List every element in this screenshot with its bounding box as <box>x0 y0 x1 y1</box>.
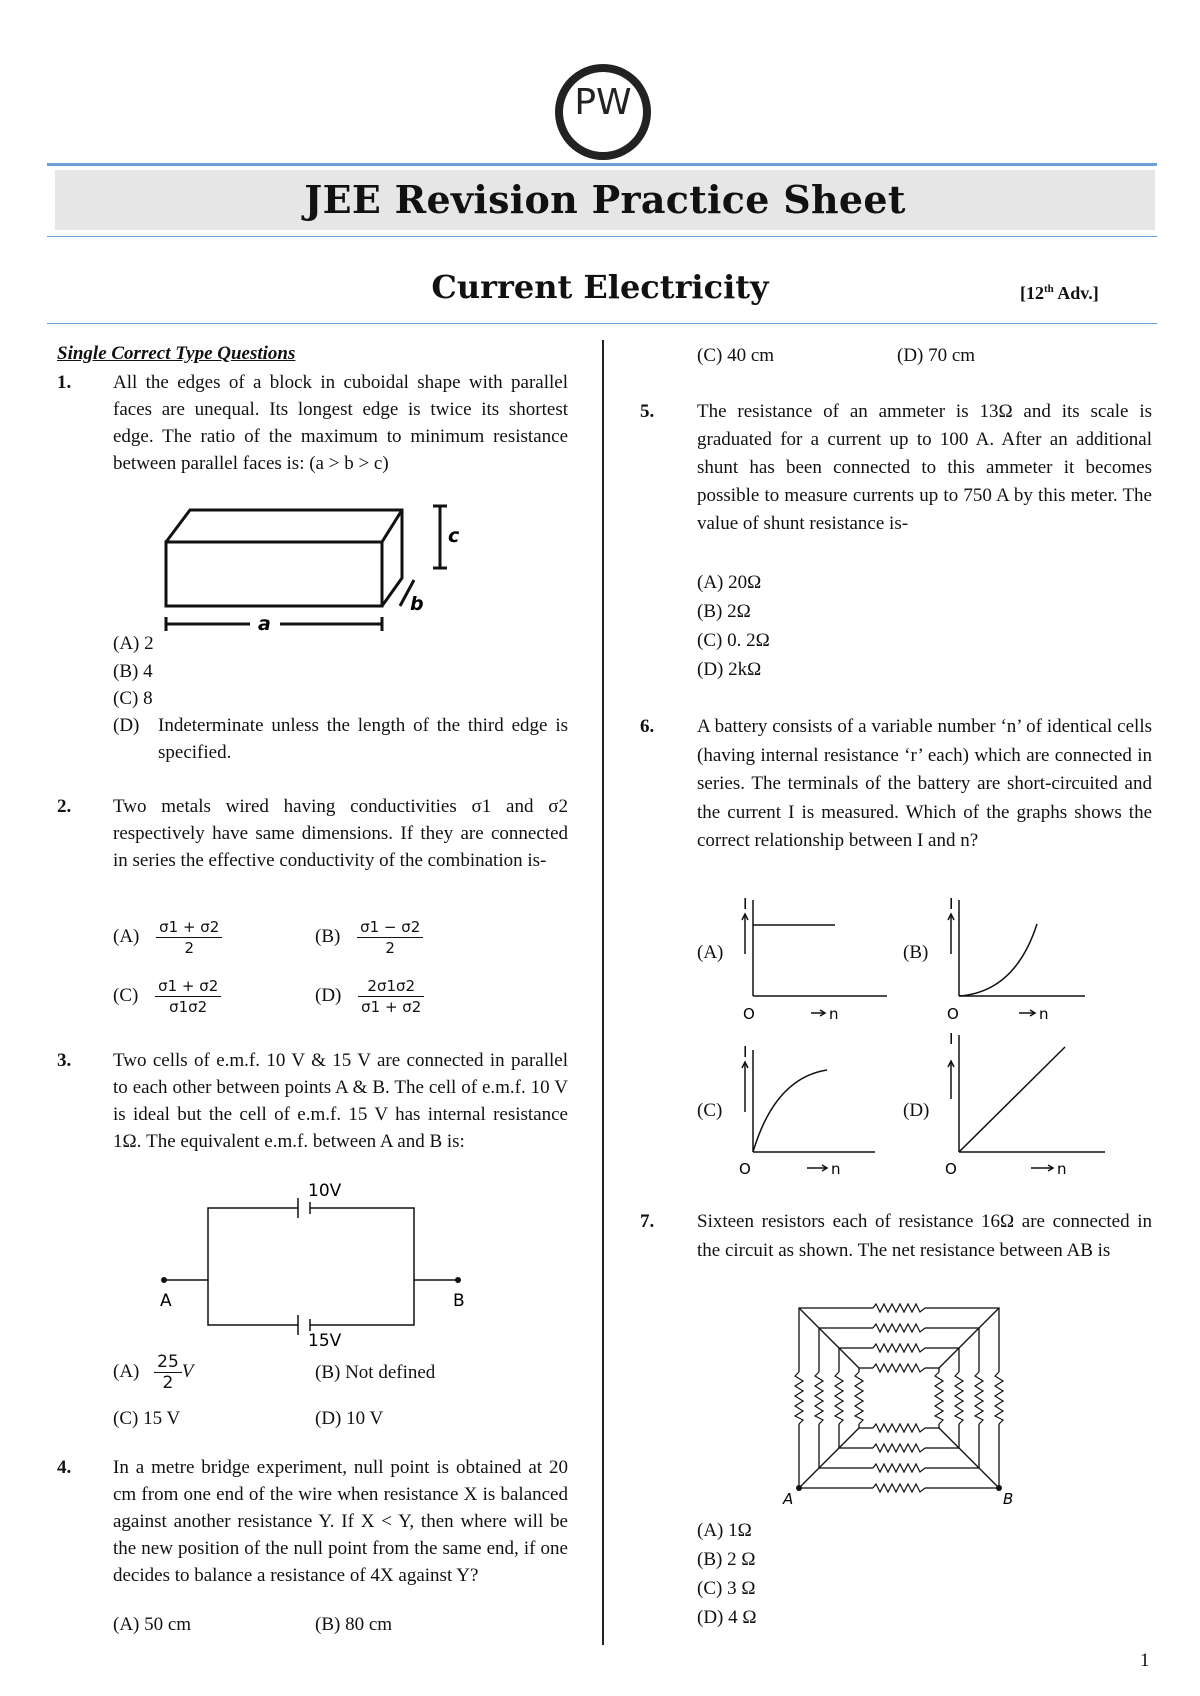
graph-c-origin: O <box>739 1160 751 1175</box>
q6-graph-a <box>735 892 895 1022</box>
graph-b-y-label: I <box>949 895 954 913</box>
q4-option-a[interactable]: (A) 50 cm <box>113 1614 192 1635</box>
q5-option-d[interactable]: (D) 2kΩ <box>697 659 762 680</box>
graph-a-x-label: n <box>829 1005 839 1022</box>
title-rule <box>47 236 1157 237</box>
fig-label-a: a <box>258 613 271 635</box>
q2-option-a-label: (A) <box>113 925 140 947</box>
column-divider <box>602 340 604 1645</box>
q3-text: Two cells of e.m.f. 10 V & 15 V are connected in parallel to each other between points A & B. The cell of e.m.f. 10 V is ideal but the cell of e.m.f. 15 V has internal resistance 1Ω. The equivalent e.m.f. between A and B is: <box>113 1050 568 1152</box>
q1-cuboid-figure <box>150 500 470 635</box>
q2-option-d[interactable] <box>315 976 424 1017</box>
q2-option-b-fraction: $\frac{\sigma 1 - \sigma 2}{2}$ <box>357 917 423 958</box>
point-a-label: A <box>160 1291 172 1311</box>
q7-option-c[interactable]: (C) 3 Ω <box>697 1578 756 1599</box>
logo-text: PW <box>574 82 632 123</box>
q1-option-d[interactable]: Indeterminate unless the length of the third edge is specified. <box>158 715 568 763</box>
q2-option-b-label: (B) <box>315 925 341 947</box>
q5-option-c[interactable]: (C) 0. 2Ω <box>697 630 770 651</box>
q2-option-a-fraction: $\frac{\sigma 1 + \sigma 2}{2}$ <box>156 917 222 958</box>
q6-graph-b <box>945 892 1095 1022</box>
top-rule <box>47 163 1157 166</box>
q7-text: Sixteen resistors each of resistance 16Ω are connected in the circuit as shown. The net resistance between AB is <box>697 1211 1152 1261</box>
q2-number: 2. <box>57 796 72 817</box>
graph-d-y-label: I <box>949 1030 954 1048</box>
q7-number: 7. <box>640 1211 655 1232</box>
cell-top-label: 10V <box>308 1181 342 1201</box>
graph-b-origin: O <box>947 1005 959 1022</box>
q3-option-c[interactable]: (C) 15 V <box>113 1408 181 1429</box>
q2-option-d-fraction: $\frac{2\sigma 1\sigma 2}{\sigma 1 + \sigma 2}$ <box>358 976 424 1017</box>
fig-label-c: c <box>448 525 460 547</box>
q7-point-a: A <box>783 1490 794 1508</box>
q7-option-b[interactable]: (B) 2 Ω <box>697 1549 756 1570</box>
q3-option-a-fraction: $\frac{25}{2}$ <box>154 1352 182 1393</box>
fig-label-b: b <box>410 593 424 615</box>
q3-option-a-label: (A) <box>113 1360 140 1382</box>
q6-option-b[interactable]: (B) <box>903 942 929 963</box>
q5-number: 5. <box>640 401 655 422</box>
q1-option-d-label: (D) <box>113 715 140 736</box>
q2-option-c-fraction: $\frac{\sigma 1 + \sigma 2}{\sigma 1\sigma 2}$ <box>155 976 221 1017</box>
q7-point-b: B <box>1003 1490 1014 1508</box>
q1-option-c[interactable]: (C) 8 <box>113 688 153 709</box>
q3-number: 3. <box>57 1050 72 1071</box>
cell-bottom-label: 15V <box>308 1331 342 1348</box>
q3-option-a[interactable] <box>113 1352 193 1393</box>
q7-resistor-network <box>775 1298 1015 1520</box>
q2-option-c-label: (C) <box>113 984 139 1006</box>
q1-option-b[interactable]: (B) 4 <box>113 661 153 682</box>
graph-d-origin: O <box>945 1160 957 1175</box>
q3-option-b[interactable]: (B) Not defined <box>315 1362 436 1383</box>
grade-label: [12th Adv.] <box>1020 283 1099 303</box>
subject-title: Current Electricity <box>431 268 769 306</box>
graph-b-x-label: n <box>1039 1005 1049 1022</box>
q7-option-a[interactable]: (A) 1Ω <box>697 1520 752 1541</box>
section-title: Single Correct Type Questions <box>57 343 296 364</box>
q2-option-d-label: (D) <box>315 984 342 1006</box>
q2-option-a[interactable] <box>113 917 222 958</box>
graph-d-x-label: n <box>1057 1160 1067 1175</box>
q5-option-b[interactable]: (B) 2Ω <box>697 601 751 622</box>
q6-graph-c <box>735 1040 885 1175</box>
q3-option-a-unit: V <box>181 1360 194 1382</box>
q1-option-a[interactable]: (A) 2 <box>113 633 154 654</box>
graph-c-x-label: n <box>831 1160 841 1175</box>
graph-c-y-label: I <box>743 1043 748 1061</box>
q7-option-d[interactable]: (D) 4 Ω <box>697 1607 757 1628</box>
q1-text: All the edges of a block in cuboidal shape with parallel faces are unequal. Its longest edge is twice its shortest edge. The ratio of the maximum to minimum resistance between parallel faces is: (a > b > c) <box>113 372 568 474</box>
q4-text: In a metre bridge experiment, null point is obtained at 20 cm from one end of the wire when resistance X is balanced against another resistance Y. If X < Y, then where will be the new position of the null point from the same end, if one decides to balance a resistance of 4X against Y? <box>113 1457 568 1586</box>
q3-option-d[interactable]: (D) 10 V <box>315 1408 384 1429</box>
q4-option-c[interactable]: (C) 40 cm <box>697 345 775 366</box>
page-title: JEE Revision Practice Sheet <box>304 177 906 222</box>
q6-option-a[interactable]: (A) <box>697 942 724 963</box>
graph-a-y-label: I <box>743 895 748 913</box>
q6-option-c[interactable]: (C) <box>697 1100 723 1121</box>
q6-option-d[interactable]: (D) <box>903 1100 930 1121</box>
q5-option-a[interactable]: (A) 20Ω <box>697 572 762 593</box>
q6-text: A battery consists of a variable number ‘n’ of identical cells (having internal resistance ‘r’ each) which are connected in series. The terminals of the battery are short-circuited and the current I is measured. Which of the graphs shows the correct relationship between I and n? <box>697 716 1152 851</box>
q3-circuit-figure <box>150 1178 480 1348</box>
q2-option-c[interactable] <box>113 976 221 1017</box>
point-b-label: B <box>453 1291 465 1311</box>
q6-graph-d <box>945 1025 1110 1175</box>
q6-number: 6. <box>640 716 655 737</box>
q2-text: Two metals wired having conductivities σ1 and σ2 respectively have same dimensions. If they are connected in series the effective conductivity of the combination is- <box>113 796 568 871</box>
page-number: 1 <box>1140 1650 1150 1671</box>
q1-number: 1. <box>57 372 72 393</box>
q4-option-b[interactable]: (B) 80 cm <box>315 1614 393 1635</box>
pw-logo <box>553 62 653 162</box>
q4-number: 4. <box>57 1457 72 1478</box>
q5-text: The resistance of an ammeter is 13Ω and its scale is graduated for a current up to 100 A. After an additional shunt has been connected to this ammeter it becomes possible to measure currents up to 750 A by this meter. The value of shunt resistance is- <box>697 401 1152 534</box>
q4-option-d[interactable]: (D) 70 cm <box>897 345 976 366</box>
q2-option-b[interactable] <box>315 917 423 958</box>
subject-rule <box>47 323 1157 324</box>
graph-a-origin: O <box>743 1005 755 1022</box>
